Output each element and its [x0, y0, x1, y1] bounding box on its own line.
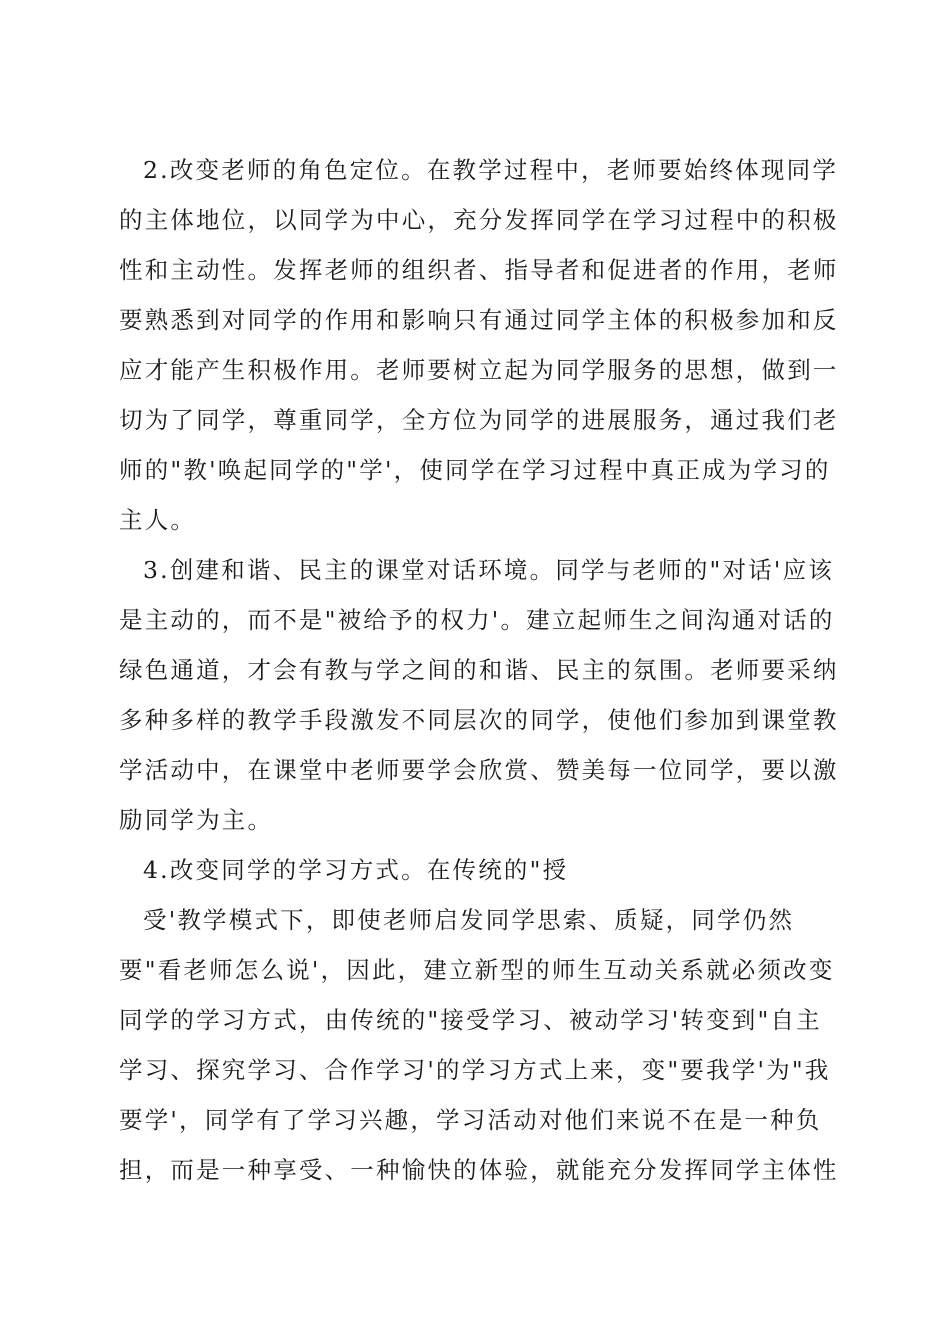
text-line: 切为了同学，尊重同学，全方位为同学的进展服务，通过我们老 — [119, 406, 839, 434]
text-line: 师的"教'唤起同学的"学'，使同学在学习过程中真正成为学习的 — [119, 456, 831, 484]
text-line: 应才能产生积极作用。老师要树立起为同学服务的思想，做到一 — [119, 356, 839, 384]
text-line: 担，而是一种享受、一种愉快的体验，就能充分发挥同学主体性 — [119, 1156, 839, 1184]
text-line: 同学的学习方式，由传统的"接受学习、被动学习'转变到"自主 — [119, 1006, 822, 1034]
text-line: 主人。 — [119, 506, 197, 534]
text-line: 绿色通道，才会有教与学之间的和谐、民主的氛围。老师要采纳 — [119, 656, 839, 684]
text-line: 2.改变老师的角色定位。在教学过程中，老师要始终体现同学 — [143, 156, 839, 184]
text-line: 励同学为主。 — [119, 806, 274, 834]
text-line: 3.创建和谐、民主的课堂对话环境。同学与老师的"对话'应该 — [143, 556, 834, 584]
text-line: 性和主动性。发挥老师的组织者、指导者和促进者的作用，老师 — [119, 256, 839, 284]
text-line: 是主动的，而不是"被给予的权力'。建立起师生之间沟通对话的 — [119, 606, 835, 634]
text-line: 学活动中，在课堂中老师要学会欣赏、赞美每一位同学，要以激 — [119, 756, 839, 784]
text-line: 多种多样的教学手段激发不同层次的同学，使他们参加到课堂教 — [119, 706, 839, 734]
text-line: 的主体地位，以同学为中心，充分发挥同学在学习过程中的积极 — [119, 206, 839, 234]
text-line: 受'教学模式下，即使老师启发同学思索、质疑，同学仍然 — [143, 906, 795, 934]
text-line: 要"看老师怎么说'，因此，建立新型的师生互动关系就必须改变 — [119, 956, 835, 984]
text-line: 要熟悉到对同学的作用和影响只有通过同学主体的积极参加和反 — [119, 306, 839, 334]
text-line: 学习、探究学习、合作学习'的学习方式上来，变"要我学'为"我 — [119, 1056, 831, 1084]
text-line: 4.改变同学的学习方式。在传统的"授 — [143, 856, 569, 884]
text-line: 要学'，同学有了学习兴趣，学习活动对他们来说不在是一种负 — [119, 1106, 822, 1134]
